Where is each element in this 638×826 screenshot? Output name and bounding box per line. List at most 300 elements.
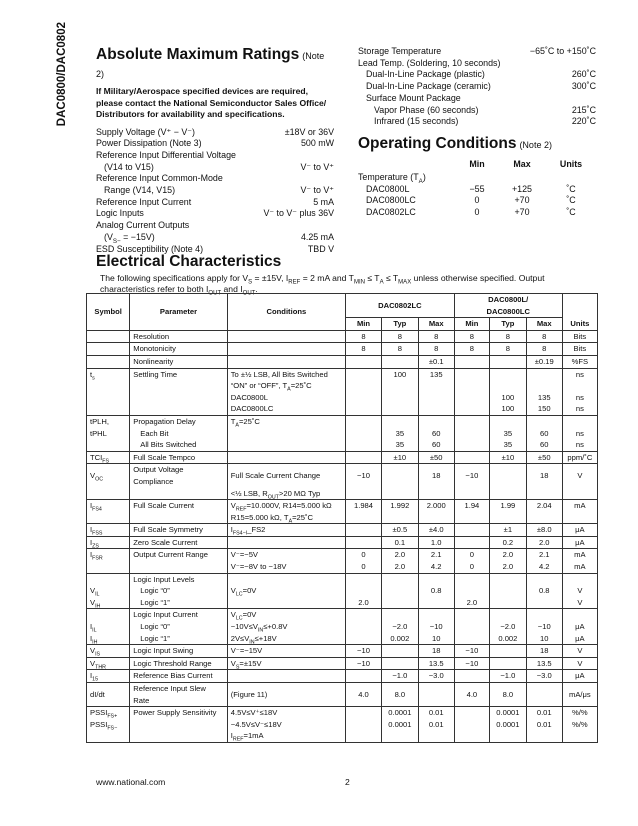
amr-title: Absolute Maximum Ratings bbox=[96, 46, 300, 63]
table-cell: ns bbox=[562, 439, 597, 451]
amr-note: (Note 2) bbox=[96, 51, 325, 79]
table-cell: 2.0 bbox=[490, 549, 527, 561]
table-cell bbox=[345, 524, 381, 537]
table-cell: 1.0 bbox=[418, 536, 454, 549]
table-cell bbox=[418, 403, 454, 415]
table-row bbox=[87, 657, 598, 670]
table-cell bbox=[87, 730, 130, 742]
oc-cell: Temperature $(T_A)$ bbox=[358, 171, 426, 185]
table-cell: 10 bbox=[526, 633, 562, 645]
oc-cell: ˚C bbox=[566, 183, 576, 194]
table-cell bbox=[562, 609, 597, 621]
table-cell bbox=[345, 707, 381, 719]
oc-list bbox=[358, 172, 596, 219]
table-cell bbox=[382, 512, 419, 524]
subheader-cell: Max bbox=[526, 318, 562, 331]
table-cell bbox=[454, 512, 489, 524]
table-row bbox=[87, 670, 598, 683]
table-cell: −10 bbox=[345, 464, 381, 488]
table-cell bbox=[87, 561, 130, 573]
table-cell: ±0.1 bbox=[418, 355, 454, 368]
amr-label: ESD Susceptibility (Note 4) bbox=[96, 243, 204, 254]
table-cell bbox=[454, 451, 489, 464]
table-cell: −10 bbox=[454, 657, 489, 670]
oc-cell bbox=[546, 172, 596, 184]
table-cell: $I_{REF}=1mA$ bbox=[227, 730, 345, 742]
amr-value: 4.25 mA bbox=[300, 231, 334, 242]
table-cell bbox=[345, 719, 381, 731]
oc-header-cell: Max bbox=[513, 158, 531, 169]
table-cell bbox=[345, 573, 381, 585]
amr-label: Power Dissipation (Note 3) bbox=[96, 138, 202, 149]
table-row bbox=[87, 719, 598, 731]
table-cell: tPHL bbox=[87, 428, 130, 440]
table-cell: 0 bbox=[454, 549, 489, 561]
amr-row bbox=[96, 185, 334, 197]
table-cell bbox=[227, 428, 345, 440]
oc-header-cell bbox=[358, 159, 456, 169]
table-cell: 150 bbox=[526, 403, 562, 415]
table-cell: 8 bbox=[418, 330, 454, 343]
table-row bbox=[87, 609, 598, 621]
table-cell: 2.0 bbox=[526, 536, 562, 549]
table-cell: 100 bbox=[382, 368, 419, 380]
table-cell bbox=[562, 573, 597, 585]
table-cell bbox=[454, 428, 489, 440]
table-cell bbox=[490, 730, 527, 742]
table-cell bbox=[227, 573, 345, 585]
table-row bbox=[87, 633, 598, 645]
table-cell: 35 bbox=[490, 428, 527, 440]
storage-value: 215˚C bbox=[571, 104, 596, 115]
oc-cell: +70 bbox=[514, 207, 530, 218]
table-cell: 13.5 bbox=[418, 657, 454, 670]
table-row bbox=[87, 730, 598, 742]
table-cell: 0 bbox=[345, 549, 381, 561]
oc-cell: DAC0802LC bbox=[366, 207, 416, 218]
table-row bbox=[87, 330, 598, 343]
table-cell bbox=[418, 415, 454, 427]
amr-label: Logic Inputs bbox=[96, 208, 144, 219]
table-cell: $V_{THR}$ bbox=[87, 657, 130, 670]
table-cell bbox=[130, 730, 228, 742]
amr-row bbox=[96, 138, 334, 150]
storage-label: Infrared (15 seconds) bbox=[374, 116, 459, 127]
table-cell bbox=[418, 488, 454, 500]
table-cell: 18 bbox=[526, 464, 562, 488]
table-cell: 10 bbox=[418, 633, 454, 645]
table-cell: 8 bbox=[382, 343, 419, 356]
table-cell: 1.992 bbox=[382, 500, 419, 512]
table-cell: $V_{REF}=10.000V$, R14=5.000 kΩ bbox=[227, 500, 345, 512]
table-row bbox=[87, 549, 598, 561]
table-cell: 8 bbox=[345, 330, 381, 343]
table-cell: μA bbox=[562, 633, 597, 645]
table-cell bbox=[526, 683, 562, 707]
subheader-cell: Min bbox=[345, 318, 381, 331]
table-cell bbox=[490, 585, 527, 597]
table-cell: −2.0 bbox=[490, 621, 527, 633]
table-cell: $V_{IL}$ bbox=[87, 585, 130, 597]
table-cell: −10 bbox=[418, 621, 454, 633]
subheader-cell: Min bbox=[454, 318, 489, 331]
table-cell bbox=[345, 730, 381, 742]
amr-value: 500 mW bbox=[300, 138, 334, 149]
table-cell: Propagation Delay bbox=[130, 415, 228, 427]
table-cell bbox=[87, 439, 130, 451]
table-cell bbox=[454, 392, 489, 404]
footer bbox=[96, 777, 598, 787]
table-cell: 2.04 bbox=[526, 500, 562, 512]
table-cell: 8 bbox=[490, 330, 527, 343]
table-cell: dI/dt bbox=[87, 683, 130, 707]
table-cell: $V_S=\pm 15V$ bbox=[227, 657, 345, 670]
header-parameter: Parameter bbox=[130, 294, 228, 331]
oc-cell: 0 bbox=[474, 207, 480, 218]
oc-header-cell: Min bbox=[469, 158, 485, 169]
table-cell: mA bbox=[562, 549, 597, 561]
amr-label: Reference Input Current bbox=[96, 196, 192, 207]
table-cell: Output Voltage Compliance bbox=[130, 464, 228, 488]
ec-title: Electrical Characteristics bbox=[96, 253, 282, 270]
table-row bbox=[87, 561, 598, 573]
table-cell bbox=[490, 415, 527, 427]
table-cell bbox=[382, 609, 419, 621]
table-cell bbox=[490, 609, 527, 621]
table-cell bbox=[562, 415, 597, 427]
table-cell bbox=[562, 512, 597, 524]
table-row bbox=[87, 573, 598, 585]
table-cell: 2.0 bbox=[345, 597, 381, 609]
table-cell: −1.0 bbox=[382, 670, 419, 683]
table-cell: 2.0 bbox=[382, 561, 419, 573]
table-row bbox=[87, 512, 598, 524]
oc-cell bbox=[498, 172, 546, 184]
table-cell bbox=[130, 512, 228, 524]
storage-value: −65˚C to +150˚C bbox=[529, 46, 596, 56]
table-cell bbox=[382, 730, 419, 742]
table-cell: DAC0800L bbox=[227, 392, 345, 404]
storage-label: Storage Temperature bbox=[358, 46, 442, 56]
table-cell: 8.0 bbox=[490, 683, 527, 707]
table-cell: mA/μs bbox=[562, 683, 597, 707]
table-cell: ppm/˚C bbox=[562, 451, 597, 464]
table-cell: To ±½ LSB, All Bits Switched bbox=[227, 368, 345, 380]
table-cell bbox=[130, 403, 228, 415]
storage-section bbox=[358, 46, 596, 219]
table-cell: $I_{ZS}$ bbox=[87, 536, 130, 549]
table-cell: $I_{FSS}$ bbox=[87, 524, 130, 537]
table-cell: −10 bbox=[345, 657, 381, 670]
table-cell bbox=[526, 609, 562, 621]
table-cell: 60 bbox=[526, 428, 562, 440]
table-cell: $V_{IS}$ bbox=[87, 645, 130, 658]
header-symbol: Symbol bbox=[87, 294, 130, 331]
table-cell: 8 bbox=[526, 343, 562, 356]
header-dac0800-line1: DAC0800L/ bbox=[488, 295, 529, 304]
table-cell: Logic “0” bbox=[130, 585, 228, 597]
table-cell bbox=[454, 633, 489, 645]
table-cell bbox=[227, 597, 345, 609]
table-cell bbox=[227, 355, 345, 368]
table-cell: 18 bbox=[418, 645, 454, 658]
table-cell: μA bbox=[562, 524, 597, 537]
table-cell: $V_{OC}$ bbox=[87, 464, 130, 488]
storage-row bbox=[358, 81, 596, 93]
table-cell: tPLH, bbox=[87, 415, 130, 427]
table-cell bbox=[454, 707, 489, 719]
table-cell bbox=[490, 380, 527, 392]
table-row bbox=[87, 343, 598, 356]
table-cell bbox=[382, 488, 419, 500]
amr-list bbox=[96, 127, 334, 256]
table-cell bbox=[130, 488, 228, 500]
table-cell bbox=[454, 380, 489, 392]
amr-row bbox=[96, 173, 334, 185]
table-cell bbox=[454, 719, 489, 731]
table-cell: Logic Threshold Range bbox=[130, 657, 228, 670]
amr-value: V⁻ to V⁺ bbox=[300, 161, 334, 172]
table-cell bbox=[345, 633, 381, 645]
table-cell: All Bits Switched bbox=[130, 439, 228, 451]
table-cell: 1.94 bbox=[454, 500, 489, 512]
storage-label: Surface Mount Package bbox=[366, 92, 461, 103]
table-cell: $PSSI_{FS+}$ bbox=[87, 707, 130, 719]
table-cell bbox=[345, 428, 381, 440]
oc-cell: +125 bbox=[512, 183, 532, 194]
oc-cell: ˚C bbox=[566, 195, 576, 206]
table-cell bbox=[345, 621, 381, 633]
table-cell: 8 bbox=[454, 343, 489, 356]
table-row bbox=[87, 439, 598, 451]
table-cell bbox=[454, 524, 489, 537]
table-cell: $TCI_{FS}$ bbox=[87, 451, 130, 464]
table-row bbox=[87, 488, 598, 500]
table-cell: 0.002 bbox=[490, 633, 527, 645]
table-cell: $V_{IH}$ bbox=[87, 597, 130, 609]
table-cell: 0.0001 bbox=[490, 707, 527, 719]
table-cell: 135 bbox=[526, 392, 562, 404]
table-cell bbox=[87, 380, 130, 392]
table-row bbox=[87, 392, 598, 404]
table-cell bbox=[130, 719, 228, 731]
table-row bbox=[87, 524, 598, 537]
storage-row bbox=[358, 46, 596, 58]
table-cell: ±0.19 bbox=[526, 355, 562, 368]
table-cell: Logic Input Swing bbox=[130, 645, 228, 658]
table-cell: 4.0 bbox=[454, 683, 489, 707]
table-cell bbox=[490, 512, 527, 524]
table-row bbox=[87, 621, 598, 633]
table-cell: mA bbox=[562, 561, 597, 573]
table-cell: 8 bbox=[345, 343, 381, 356]
table-cell bbox=[454, 585, 489, 597]
table-cell bbox=[382, 380, 419, 392]
table-cell: Logic “1” bbox=[130, 597, 228, 609]
storage-label: Lead Temp. (Soldering, 10 seconds) bbox=[358, 57, 501, 68]
table-cell bbox=[130, 561, 228, 573]
amr-label: Supply Voltage (V⁺ − V⁻) bbox=[96, 126, 195, 137]
table-cell bbox=[345, 415, 381, 427]
table-cell bbox=[345, 585, 381, 597]
subheader-cell: Max bbox=[418, 318, 454, 331]
ec-intro: The following specifications apply for $V_S = \pm 15V$, $I_{REF} = 2$ mA and $T_{MIN} \le T_A \le T_{MAX}$ unless otherwise specified. Output characteristics refer to both $I_{OUT}$ and $I_{OUT}$. bbox=[100, 273, 545, 297]
table-cell bbox=[418, 512, 454, 524]
table-cell bbox=[418, 573, 454, 585]
table-cell bbox=[454, 488, 489, 500]
table-row bbox=[87, 464, 598, 488]
table-cell bbox=[345, 609, 381, 621]
table-cell: $V_{LC}=0V$ bbox=[227, 609, 345, 621]
table-cell bbox=[490, 488, 527, 500]
table-cell bbox=[454, 730, 489, 742]
table-cell: 0.01 bbox=[418, 707, 454, 719]
subheader-cell: Typ bbox=[382, 318, 419, 331]
header-dac0800 bbox=[454, 294, 562, 318]
table-cell: 0.0001 bbox=[490, 719, 527, 731]
table-cell: Reference Bias Current bbox=[130, 670, 228, 683]
table-cell bbox=[345, 439, 381, 451]
table-cell: 0.01 bbox=[526, 707, 562, 719]
oc-row bbox=[358, 207, 596, 219]
table-cell: 60 bbox=[418, 428, 454, 440]
amr-row bbox=[96, 150, 334, 162]
storage-row bbox=[358, 93, 596, 105]
table-cell: ns bbox=[562, 392, 597, 404]
table-cell: (Figure 11) bbox=[227, 683, 345, 707]
table-cell bbox=[562, 488, 597, 500]
table-cell bbox=[345, 380, 381, 392]
amr-label: Analog Current Outputs bbox=[96, 220, 190, 231]
table-cell bbox=[418, 683, 454, 707]
table-cell bbox=[382, 464, 419, 488]
table-cell: 35 bbox=[382, 428, 419, 440]
table-cell: 60 bbox=[418, 439, 454, 451]
table-cell: 8 bbox=[418, 343, 454, 356]
table-cell: mA bbox=[562, 500, 597, 512]
table-cell bbox=[454, 621, 489, 633]
table-cell: 1.984 bbox=[345, 500, 381, 512]
table-cell bbox=[87, 403, 130, 415]
oc-row bbox=[358, 184, 596, 196]
amr-notice: If Military/Aerospace specified devices are required, please contact the National Semiconductor Sales Office/ Distributors for availability and specifications. bbox=[96, 86, 327, 119]
amr-value: V⁻ to V⁺ bbox=[300, 185, 334, 196]
table-cell: 0 bbox=[345, 561, 381, 573]
storage-row bbox=[358, 69, 596, 81]
oc-cell: ˚C bbox=[566, 207, 576, 218]
table-cell: 0.01 bbox=[526, 719, 562, 731]
table-cell bbox=[345, 451, 381, 464]
table-cell: ±8.0 bbox=[526, 524, 562, 537]
table-cell bbox=[382, 392, 419, 404]
table-cell: Each Bit bbox=[130, 428, 228, 440]
table-row bbox=[87, 428, 598, 440]
amr-value: 5 mA bbox=[313, 196, 334, 207]
footer-site: www.national.com bbox=[96, 777, 166, 787]
amr-heading bbox=[96, 46, 334, 82]
table-cell: 4.2 bbox=[418, 561, 454, 573]
table-cell: $t_s$ bbox=[87, 368, 130, 380]
table-cell bbox=[490, 464, 527, 488]
table-cell: −3.0 bbox=[526, 670, 562, 683]
table-cell: $I_{FS4}$ bbox=[87, 500, 130, 512]
oc-header-row bbox=[358, 159, 596, 169]
table-cell bbox=[418, 380, 454, 392]
table-cell bbox=[87, 609, 130, 621]
ec-table bbox=[86, 293, 598, 743]
side-title: DAC0800/DAC0802 bbox=[56, 22, 68, 127]
storage-row bbox=[358, 58, 596, 70]
table-cell bbox=[87, 330, 130, 343]
table-cell bbox=[345, 355, 381, 368]
table-cell bbox=[526, 368, 562, 380]
table-cell: 18 bbox=[526, 645, 562, 658]
table-cell: DAC0800LC bbox=[227, 403, 345, 415]
table-cell: ns bbox=[562, 403, 597, 415]
table-cell: $I_{IH}$ bbox=[87, 633, 130, 645]
table-row bbox=[87, 536, 598, 549]
table-cell: V bbox=[562, 585, 597, 597]
table-cell: $I_{IL}$ bbox=[87, 621, 130, 633]
storage-value: 300˚C bbox=[571, 81, 596, 92]
table-cell bbox=[526, 512, 562, 524]
amr-row bbox=[96, 197, 334, 209]
storage-label: Vapor Phase (60 seconds) bbox=[374, 104, 479, 115]
table-cell: 0.002 bbox=[382, 633, 419, 645]
subheader-cell: Typ bbox=[490, 318, 527, 331]
table-cell: 135 bbox=[418, 368, 454, 380]
table-cell: 1.99 bbox=[490, 500, 527, 512]
side-part-number bbox=[56, 22, 72, 162]
table-cell: −3.0 bbox=[418, 670, 454, 683]
amr-row bbox=[96, 162, 334, 174]
table-cell: V bbox=[562, 645, 597, 658]
table-cell: 35 bbox=[490, 439, 527, 451]
table-cell: 2.000 bbox=[418, 500, 454, 512]
storage-value: 220˚C bbox=[571, 116, 596, 127]
table-cell bbox=[345, 512, 381, 524]
oc-cell: DAC0800L bbox=[366, 183, 410, 194]
table-cell bbox=[490, 355, 527, 368]
table-cell: −10 bbox=[454, 464, 489, 488]
table-cell bbox=[526, 730, 562, 742]
table-cell: <½ LSB, $R_{OUT}>20$ MΩ Typ bbox=[227, 488, 345, 500]
table-cell: ±50 bbox=[526, 451, 562, 464]
table-cell: Full Scale Tempco bbox=[130, 451, 228, 464]
table-cell: V bbox=[562, 597, 597, 609]
table-cell bbox=[490, 645, 527, 658]
table-cell: 0.0001 bbox=[382, 719, 419, 731]
table-row bbox=[87, 597, 598, 609]
table-cell bbox=[490, 597, 527, 609]
table-cell: 35 bbox=[382, 439, 419, 451]
table-cell: 4.2 bbox=[526, 561, 562, 573]
table-cell: Nonlinearity bbox=[130, 355, 228, 368]
table-cell bbox=[490, 573, 527, 585]
table-cell bbox=[87, 573, 130, 585]
table-cell: Full Scale Symmetry bbox=[130, 524, 228, 537]
table-cell bbox=[130, 392, 228, 404]
oc-cell bbox=[456, 172, 498, 184]
table-cell bbox=[418, 609, 454, 621]
table-cell bbox=[382, 585, 419, 597]
table-cell: ±10 bbox=[382, 451, 419, 464]
table-cell: 2.0 bbox=[490, 561, 527, 573]
table-cell bbox=[227, 670, 345, 683]
table-cell bbox=[562, 730, 597, 742]
table-cell bbox=[526, 488, 562, 500]
storage-row bbox=[358, 116, 596, 128]
